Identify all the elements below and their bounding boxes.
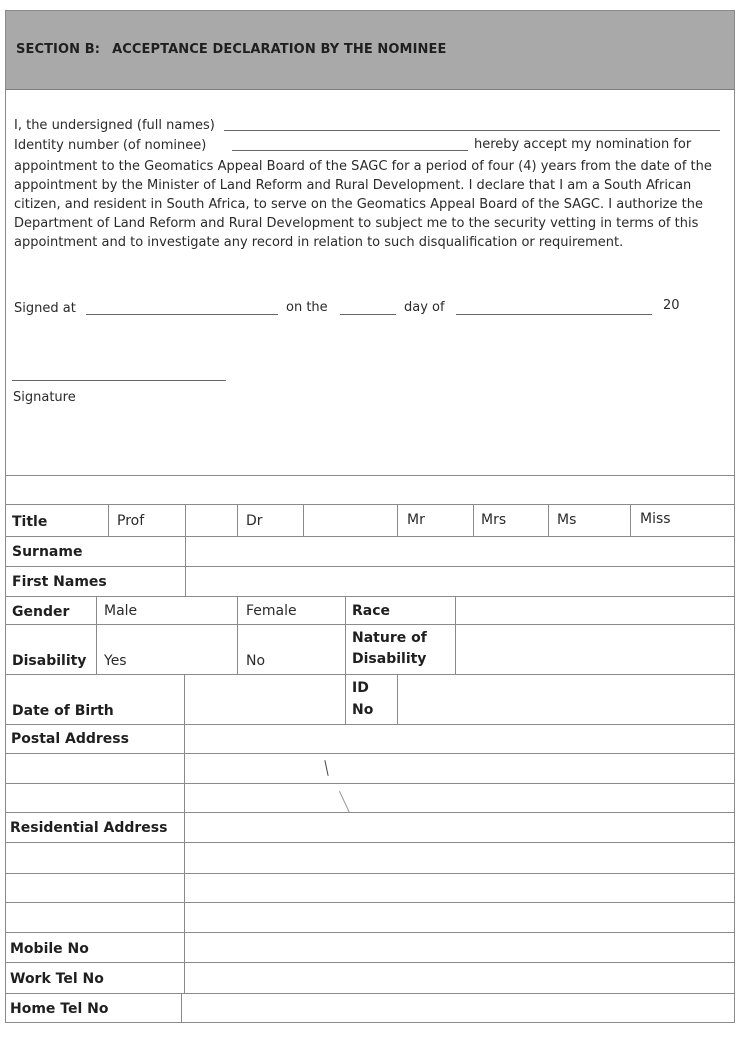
title-option-dr[interactable]: Dr (246, 513, 263, 529)
full-names-label: I, the undersigned (full names) (14, 118, 215, 133)
surname-field[interactable] (186, 537, 734, 566)
id-number-field[interactable] (232, 150, 468, 151)
gender-option-male[interactable]: Male (104, 603, 138, 619)
gender-option-female[interactable]: Female (246, 603, 297, 619)
id-label-top: ID (352, 680, 369, 696)
nature-disability-label: Disability (352, 651, 427, 667)
title-option-mrs[interactable]: Mrs (481, 512, 507, 528)
day-of-label: day of (404, 300, 445, 315)
home-tel-field[interactable] (182, 994, 734, 1023)
day-field[interactable] (340, 314, 396, 315)
postal-address-label: Postal Address (11, 731, 129, 747)
year-prefix: 20 (663, 298, 680, 313)
title-option-prof[interactable]: Prof (117, 513, 145, 529)
surname-label: Surname (12, 544, 83, 560)
section-title (16, 42, 446, 57)
work-tel-field[interactable] (185, 963, 734, 993)
signed-at-label: Signed at (14, 301, 76, 316)
declaration-body: appointment to the Geomatics Appeal Board of the SAGC for a period of four (4) years from the date of the appointment by the Minister of Land Reform and Rural Development. I declare that I am a South African citizen, and resident in South Africa, to serve on the Geomatics Appeal Board of the SAGC. I authorize the Department of Land Reform and Rural Development to subject me to the security vetting in terms of this appointment and to investigate any record in relation to such disqualification or requirement. (14, 159, 712, 250)
title-option-miss[interactable]: Miss (640, 511, 671, 527)
signature-label: Signature (13, 390, 76, 405)
title-option-mr[interactable]: Mr (407, 512, 425, 528)
signed-at-field[interactable] (86, 314, 278, 315)
title-option-ms[interactable]: Ms (557, 512, 577, 528)
residential-address-label: Residential Address (10, 820, 168, 836)
declaration-text (14, 157, 728, 252)
residential-address-field[interactable] (185, 813, 734, 932)
first-names-field[interactable] (186, 567, 734, 596)
home-tel-label: Home Tel No (10, 1001, 109, 1017)
first-names-label: First Names (12, 574, 107, 590)
section-label: SECTION B: (16, 42, 101, 57)
title-label: Title (12, 514, 48, 530)
section-heading: ACCEPTANCE DECLARATION BY THE NOMINEE (112, 42, 447, 57)
id-label-bottom: No (352, 702, 374, 718)
accept-text: hereby accept my nomination for (474, 137, 692, 152)
id-number-label: Identity number (of nominee) (14, 138, 207, 153)
mobile-label: Mobile No (10, 941, 89, 957)
disability-option-no[interactable]: No (246, 653, 266, 669)
dob-label: Date of Birth (12, 703, 114, 719)
signature-field[interactable] (12, 380, 226, 381)
race-field[interactable] (456, 597, 734, 624)
id-number-table-field[interactable] (398, 675, 734, 724)
on-the-label: on the (286, 300, 328, 315)
nature-of-disability-field[interactable] (456, 625, 734, 674)
disability-option-yes[interactable]: Yes (104, 653, 127, 669)
postal-address-field[interactable] (185, 725, 734, 812)
month-field[interactable] (456, 314, 652, 315)
gender-label: Gender (12, 604, 70, 620)
disability-label: Disability (12, 653, 87, 669)
dob-field[interactable] (185, 675, 345, 724)
race-label: Race (352, 603, 391, 619)
work-tel-label: Work Tel No (10, 971, 104, 987)
mobile-field[interactable] (185, 933, 734, 962)
nature-of-label: Nature of (352, 630, 427, 646)
full-names-field[interactable] (224, 130, 720, 131)
